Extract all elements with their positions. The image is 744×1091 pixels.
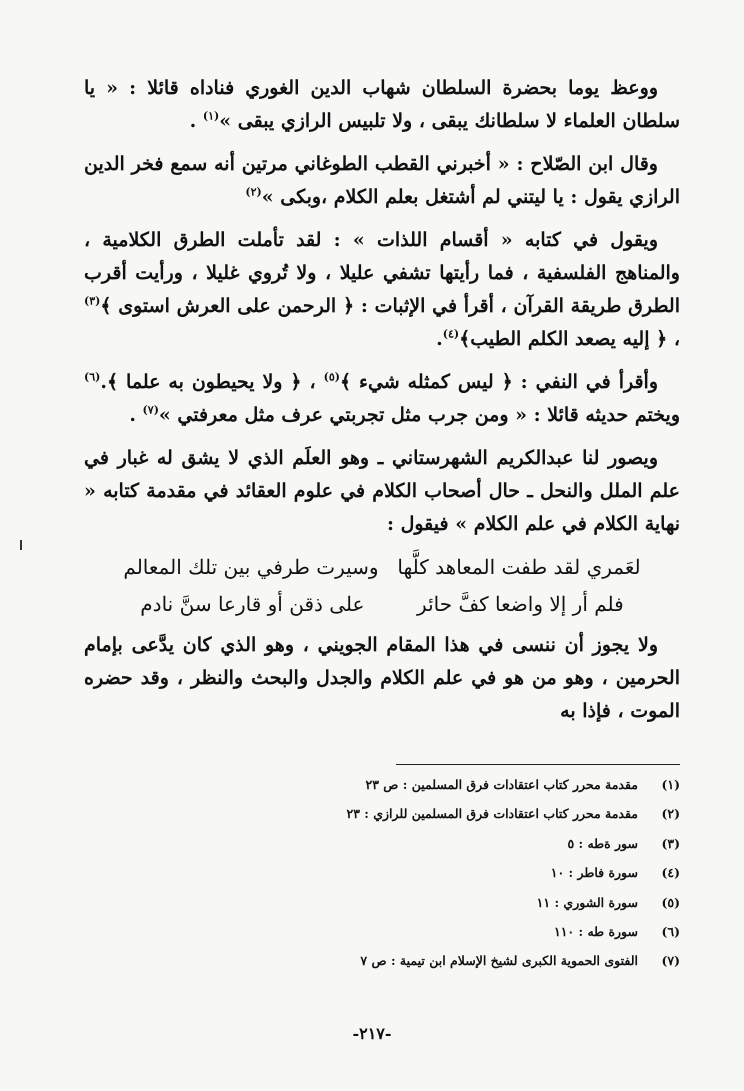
margin-mark xyxy=(20,540,22,550)
footnote-ref[interactable]: (٢) xyxy=(245,185,262,199)
poem-hemistich-right: لعَمري لقد طفت المعاهد كلَّها xyxy=(397,555,641,579)
footnote-text: سورة الشوري : ١١ xyxy=(536,894,638,910)
poem-hemistich-right: فلم أر إلا واضعا كفَّ حائر xyxy=(417,592,624,616)
footnote-number: (٥) xyxy=(661,894,680,910)
footnote-item xyxy=(84,950,680,971)
footnote-number: (٦) xyxy=(661,924,680,940)
footnote-number: (١) xyxy=(661,777,680,792)
footnote-ref[interactable]: (٣) xyxy=(84,294,101,308)
paragraph-3: ويقول في كتابه « أقسام اللذات » : لقد تأملت الطرق الكلامية ، والمناهج الفلسفية ، فما رأيتها تشفي عليلا ، ولا تُروي غليلا ، ورأيت أقرب الطرق طريقة القرآن ، أقرأ في الإثبات : ﴿ الرحمن على العرش استوى ﴾$^{(٣)}$ ، ﴿ إليه يصعد الكلم الطيب﴾$^{(٤)}$. xyxy=(84,229,680,350)
footnote-ref[interactable]: (٧) xyxy=(142,403,159,417)
footnote-ref[interactable]: (٤) xyxy=(442,327,460,341)
footnote-text: مقدمة محرر كتاب اعتقادات فرق المسلمين : ص ٢٣ xyxy=(365,777,638,792)
footnotes-list xyxy=(84,774,680,980)
footnote-number: (٧) xyxy=(661,953,680,969)
footnote-number: (٢) xyxy=(661,806,680,822)
footnote-separator xyxy=(396,764,680,765)
poem-hemistich-left: على ذقن أو قارعا سنَّ نادم xyxy=(140,592,365,616)
footnote-ref[interactable]: (٥) xyxy=(323,370,340,384)
page-number: -٢١٧- xyxy=(352,1024,392,1043)
paragraph-5: ويصور لنا عبدالكريم الشهرستاني ـ وهو العلَم الذي لا يشق له غبار في علم الملل والنحل ـ حال أصحاب الكلام في علوم العقائد في مقدمة كتابه « نهاية الكلام في علم الكلام » فيقول : xyxy=(84,447,680,535)
paragraph-1: ووعظ يوما بحضرة السلطان شهاب الدين الغوري فناداه قائلا : « يا سلطان العلماء لا سلطانك يبقى ، ولا تلبيس الرازي يبقى »$^{(١)}$ . xyxy=(84,77,680,132)
footnote-text: الفتوى الحموية الكبرى لشيخ الإسلام ابن تيمية : ص ٧ xyxy=(360,953,638,969)
footnote-ref[interactable]: (١) xyxy=(202,109,220,123)
footnote-item xyxy=(84,803,680,824)
paragraph-4: وأقرأ في النفي : ﴿ ليس كمثله شيء ﴾$^{(٥)}$ ، ﴿ ولا يحيطون به علما ﴾.$^{(٦)}$ ويختم حديثه قائلا : « ومن جرب مثل تجربتي عرف مثل معرفتي »$^{(٧)}$ . xyxy=(84,370,680,426)
footnote-item xyxy=(84,862,680,883)
poem-hemistich-left: وسيرت طرفي بين تلك المعالم xyxy=(123,555,379,579)
poem xyxy=(84,551,680,621)
footnote-number: (٤) xyxy=(661,865,680,881)
paragraph-2: وقال ابن الصّلاح : « أخبرني القطب الطوغاني مرتين أنه سمع فخر الدين الرازي يقول : يا ليتني لم أشتغل بعلم الكلام ،وبكى »$^{(٢)}$ xyxy=(84,153,680,208)
footnote-item xyxy=(84,892,680,913)
main-text xyxy=(84,72,680,738)
footnote-text: سورة طه : ١١٠ xyxy=(554,924,638,940)
footnote-text: سورة فاطر : ١٠ xyxy=(550,865,638,881)
footnote-text: سور ةطه : ٥ xyxy=(567,835,638,851)
footnote-ref[interactable]: (٦) xyxy=(84,370,101,384)
footnote-item xyxy=(84,921,680,942)
paragraph-closing: ولا يجوز أن ننسى في هذا المقام الجويني ، وهو الذي كان يدَّعى بإمام الحرمين ، وهو من هو في علم الكلام والجدل والبحث والنظر ، وقد حضره الموت ، فإذا به xyxy=(84,634,680,722)
footnote-number: (٣) xyxy=(661,835,680,851)
footnote-item xyxy=(84,774,680,795)
poem-verse-1 xyxy=(84,551,680,584)
poem-verse-2 xyxy=(84,588,680,621)
footnote-item xyxy=(84,833,680,854)
footnote-text: مقدمة محرر كتاب اعتقادات فرق المسلمين للرازي : ٢٣ xyxy=(346,806,638,822)
